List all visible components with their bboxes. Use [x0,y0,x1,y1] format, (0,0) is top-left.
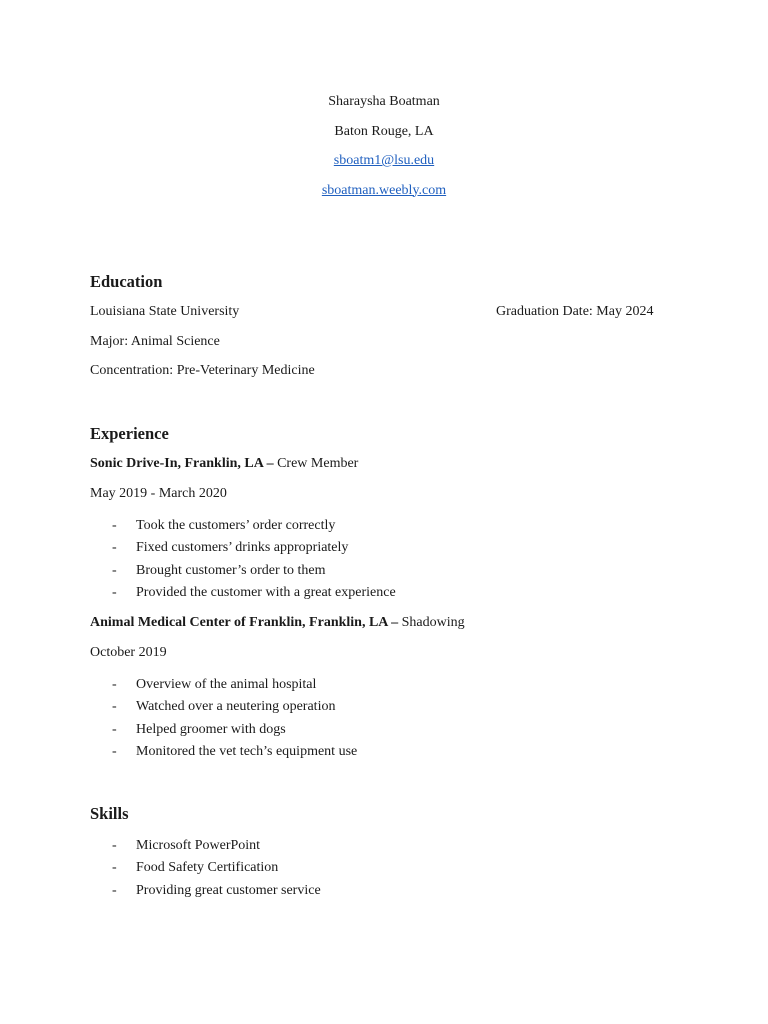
experience-section [90,424,680,764]
skills-list [90,836,680,903]
email-link[interactable]: sboatm1@lsu.edu [333,153,435,168]
school-name: Louisiana State University [90,304,240,319]
education-school-row [90,302,680,332]
list-item: - Providing great customer service [112,882,321,898]
website-link[interactable]: sboatman.weebly.com [321,182,447,198]
list-item: - Monitored the vet tech’s equipment use [112,744,358,760]
resume-header [0,92,768,210]
experience-heading: Experience [90,424,169,443]
list-item: - Provided the customer with a great experience [112,584,396,600]
job-2-title [90,613,680,643]
job-1-separator: – [263,456,278,471]
list-item: - Overview of the animal hospital [112,677,317,693]
job-2-separator: – [387,615,402,631]
applicant-name: Sharaysha Boatman [328,94,440,109]
job-2-bullets [90,675,680,764]
job-1-title [90,454,680,484]
education-major: Major: Animal Science [90,333,220,349]
list-item: - Fixed customers’ drinks appropriately [112,540,349,556]
job-1-employer: Sonic Drive-In, Franklin, LA [90,456,264,471]
job-2-dates: October 2019 [90,645,167,661]
job-1-dates: May 2019 - March 2020 [90,486,227,501]
list-item: - Took the customers’ order correctly [112,518,336,533]
education-concentration: Concentration: Pre-Veterinary Medicine [90,363,315,378]
skills-section [90,804,680,903]
list-item: - Food Safety Certification [112,860,279,876]
job-1-role: Crew Member [277,456,359,471]
skills-heading: Skills [90,804,129,823]
job-2-employer: Animal Medical Center of Franklin, Franklin, LA [90,615,388,631]
job-2-role: Shadowing [401,615,465,631]
list-item: - Watched over a neutering operation [112,699,336,715]
education-section [90,272,680,391]
graduation-date: Graduation Date: May 2024 [496,304,654,319]
list-item: - Microsoft PowerPoint [112,838,261,853]
education-heading: Education [90,272,163,291]
applicant-location: Baton Rouge, LA [334,123,434,139]
list-item: - Helped groomer with dogs [112,721,286,737]
list-item: - Brought customer’s order to them [112,562,326,578]
job-1-bullets [90,516,680,605]
